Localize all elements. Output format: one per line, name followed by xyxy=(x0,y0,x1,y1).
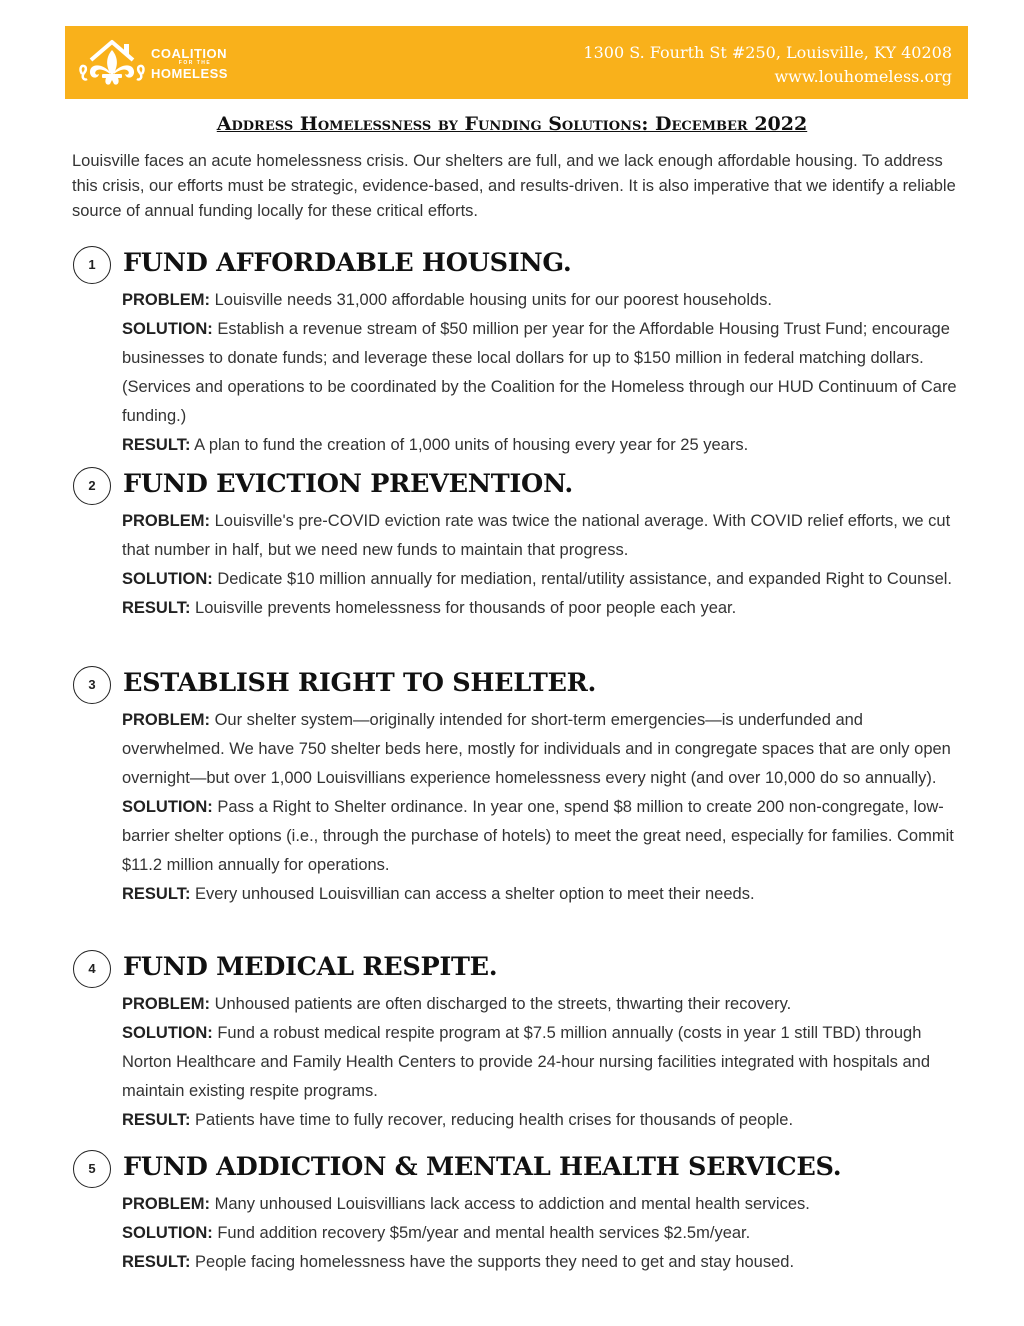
logo-line-for-the: FOR THE xyxy=(178,60,212,66)
section-number-badge: 1 xyxy=(73,246,111,284)
problem-statement xyxy=(122,706,960,793)
solution-label: SOLUTION: xyxy=(122,320,213,338)
section-heading: FUND AFFORDABLE HOUSING. xyxy=(123,248,572,278)
result-label: RESULT: xyxy=(122,436,191,454)
problem-label: PROBLEM: xyxy=(122,512,210,530)
solution-text: Fund addition recovery $5m/year and mental health services $2.5m/year. xyxy=(217,1224,751,1242)
header-website-link[interactable]: www.louhomeless.org xyxy=(774,67,952,86)
solution-label: SOLUTION: xyxy=(122,570,213,588)
result-label: RESULT: xyxy=(122,1111,191,1129)
section-body xyxy=(122,286,960,460)
result-statement xyxy=(122,880,960,909)
section-heading: ESTABLISH RIGHT TO SHELTER. xyxy=(123,668,597,698)
header-contact xyxy=(583,41,952,89)
problem-statement xyxy=(122,286,960,315)
solution-text: Establish a revenue stream of $50 million per year for the Affordable Housing Trust Fund; encourage businesses to donate funds; and leverage these local dollars for up to $150 million in federal matching dollars. (Services and operations to be coordinated by the Coalition for the Homeless through our HUD Continuum of Care funding.) xyxy=(122,320,957,425)
problem-text: Louisville needs 31,000 affordable housing units for our poorest households. xyxy=(214,291,773,309)
result-statement xyxy=(122,431,960,460)
solution-statement xyxy=(122,793,960,880)
problem-statement xyxy=(122,1190,960,1219)
solution-statement xyxy=(122,1019,960,1106)
result-label: RESULT: xyxy=(122,1253,191,1271)
solution-label: SOLUTION: xyxy=(122,1024,213,1042)
coalition-logo[interactable] xyxy=(77,36,247,88)
problem-statement xyxy=(122,990,960,1019)
section-body xyxy=(122,706,960,909)
header-address: 1300 S. Fourth St #250, Louisville, KY 40208 xyxy=(583,43,952,62)
page-title: Address Homelessness by Funding Solutions: December 2022 xyxy=(216,113,808,135)
result-label: RESULT: xyxy=(122,885,191,903)
logo-line-homeless: HOMELESS xyxy=(151,66,228,81)
problem-text: Unhoused patients are often discharged to the streets, thwarting their recovery. xyxy=(214,995,792,1013)
section-heading: FUND ADDICTION & MENTAL HEALTH SERVICES. xyxy=(123,1152,842,1182)
result-text: Patients have time to fully recover, reducing health crises for thousands of people. xyxy=(195,1111,794,1129)
section-number-badge: 3 xyxy=(73,666,111,704)
solution-statement xyxy=(122,1219,960,1248)
problem-label: PROBLEM: xyxy=(122,711,210,729)
section-number-badge: 5 xyxy=(73,1150,111,1188)
problem-text: Many unhoused Louisvillians lack access to addiction and mental health services. xyxy=(214,1195,810,1213)
section-heading: FUND MEDICAL RESPITE. xyxy=(123,952,498,982)
section-body xyxy=(122,507,960,623)
section-number-badge: 2 xyxy=(73,467,111,505)
solution-label: SOLUTION: xyxy=(122,798,213,816)
result-text: Every unhoused Louisvillian can access a shelter option to meet their needs. xyxy=(195,885,755,903)
solution-text: Dedicate $10 million annually for mediation, rental/utility assistance, and expanded Right to Counsel. xyxy=(217,570,953,588)
logo-wordmark xyxy=(151,47,239,80)
fleur-de-lis-house-icon xyxy=(77,36,147,88)
result-statement xyxy=(122,1106,960,1135)
section-body xyxy=(122,990,960,1135)
solution-text: Fund a robust medical respite program at $7.5 million annually (costs in year 1 still TBD) through Norton Healthcare and Family Health Centers to provide 24-hour nursing facilities integrated with hospitals and maintain existing respite programs. xyxy=(122,1024,931,1100)
section-number-badge: 4 xyxy=(73,950,111,988)
problem-text: Our shelter system—originally intended for short-term emergencies—is underfunded and overwhelmed. We have 750 shelter beds here, mostly for individuals and in congregate spaces that are only open overnight—but over 1,000 Louisvillians experience homelessness every night (and over 10,000 do so annually). xyxy=(122,711,951,787)
problem-label: PROBLEM: xyxy=(122,291,210,309)
logo-line-coalition: COALITION xyxy=(151,46,227,61)
solution-label: SOLUTION: xyxy=(122,1224,213,1242)
section-heading: FUND EVICTION PREVENTION. xyxy=(123,469,573,499)
solution-text: Pass a Right to Shelter ordinance. In year one, spend $8 million to create 200 non-congregate, low-barrier shelter options (i.e., through the purchase of hotels) to meet the great need, especially for families. Commit $11.2 million annually for operations. xyxy=(122,798,954,874)
section-body xyxy=(122,1190,960,1277)
result-text: Louisville prevents homelessness for thousands of poor people each year. xyxy=(195,599,737,617)
result-label: RESULT: xyxy=(122,599,191,617)
result-text: People facing homelessness have the supports they need to get and stay housed. xyxy=(195,1253,795,1271)
solution-statement xyxy=(122,315,960,431)
problem-statement xyxy=(122,507,960,565)
result-statement xyxy=(122,594,960,623)
result-text: A plan to fund the creation of 1,000 units of housing every year for 25 years. xyxy=(194,436,749,454)
intro-paragraph: Louisville faces an acute homelessness crisis. Our shelters are full, and we lack enough affordable housing. To address this crisis, our efforts must be strategic, evidence-based, and results-driven. It is also imperative that we identify a reliable source of annual funding locally for these critical efforts. xyxy=(72,152,956,220)
solution-statement xyxy=(122,565,960,594)
result-statement xyxy=(122,1248,960,1277)
problem-text: Louisville's pre-COVID eviction rate was twice the national average. With COVID relief efforts, we cut that number in half, but we need new funds to maintain that progress. xyxy=(122,512,951,559)
problem-label: PROBLEM: xyxy=(122,995,210,1013)
header-banner xyxy=(65,26,968,99)
problem-label: PROBLEM: xyxy=(122,1195,210,1213)
